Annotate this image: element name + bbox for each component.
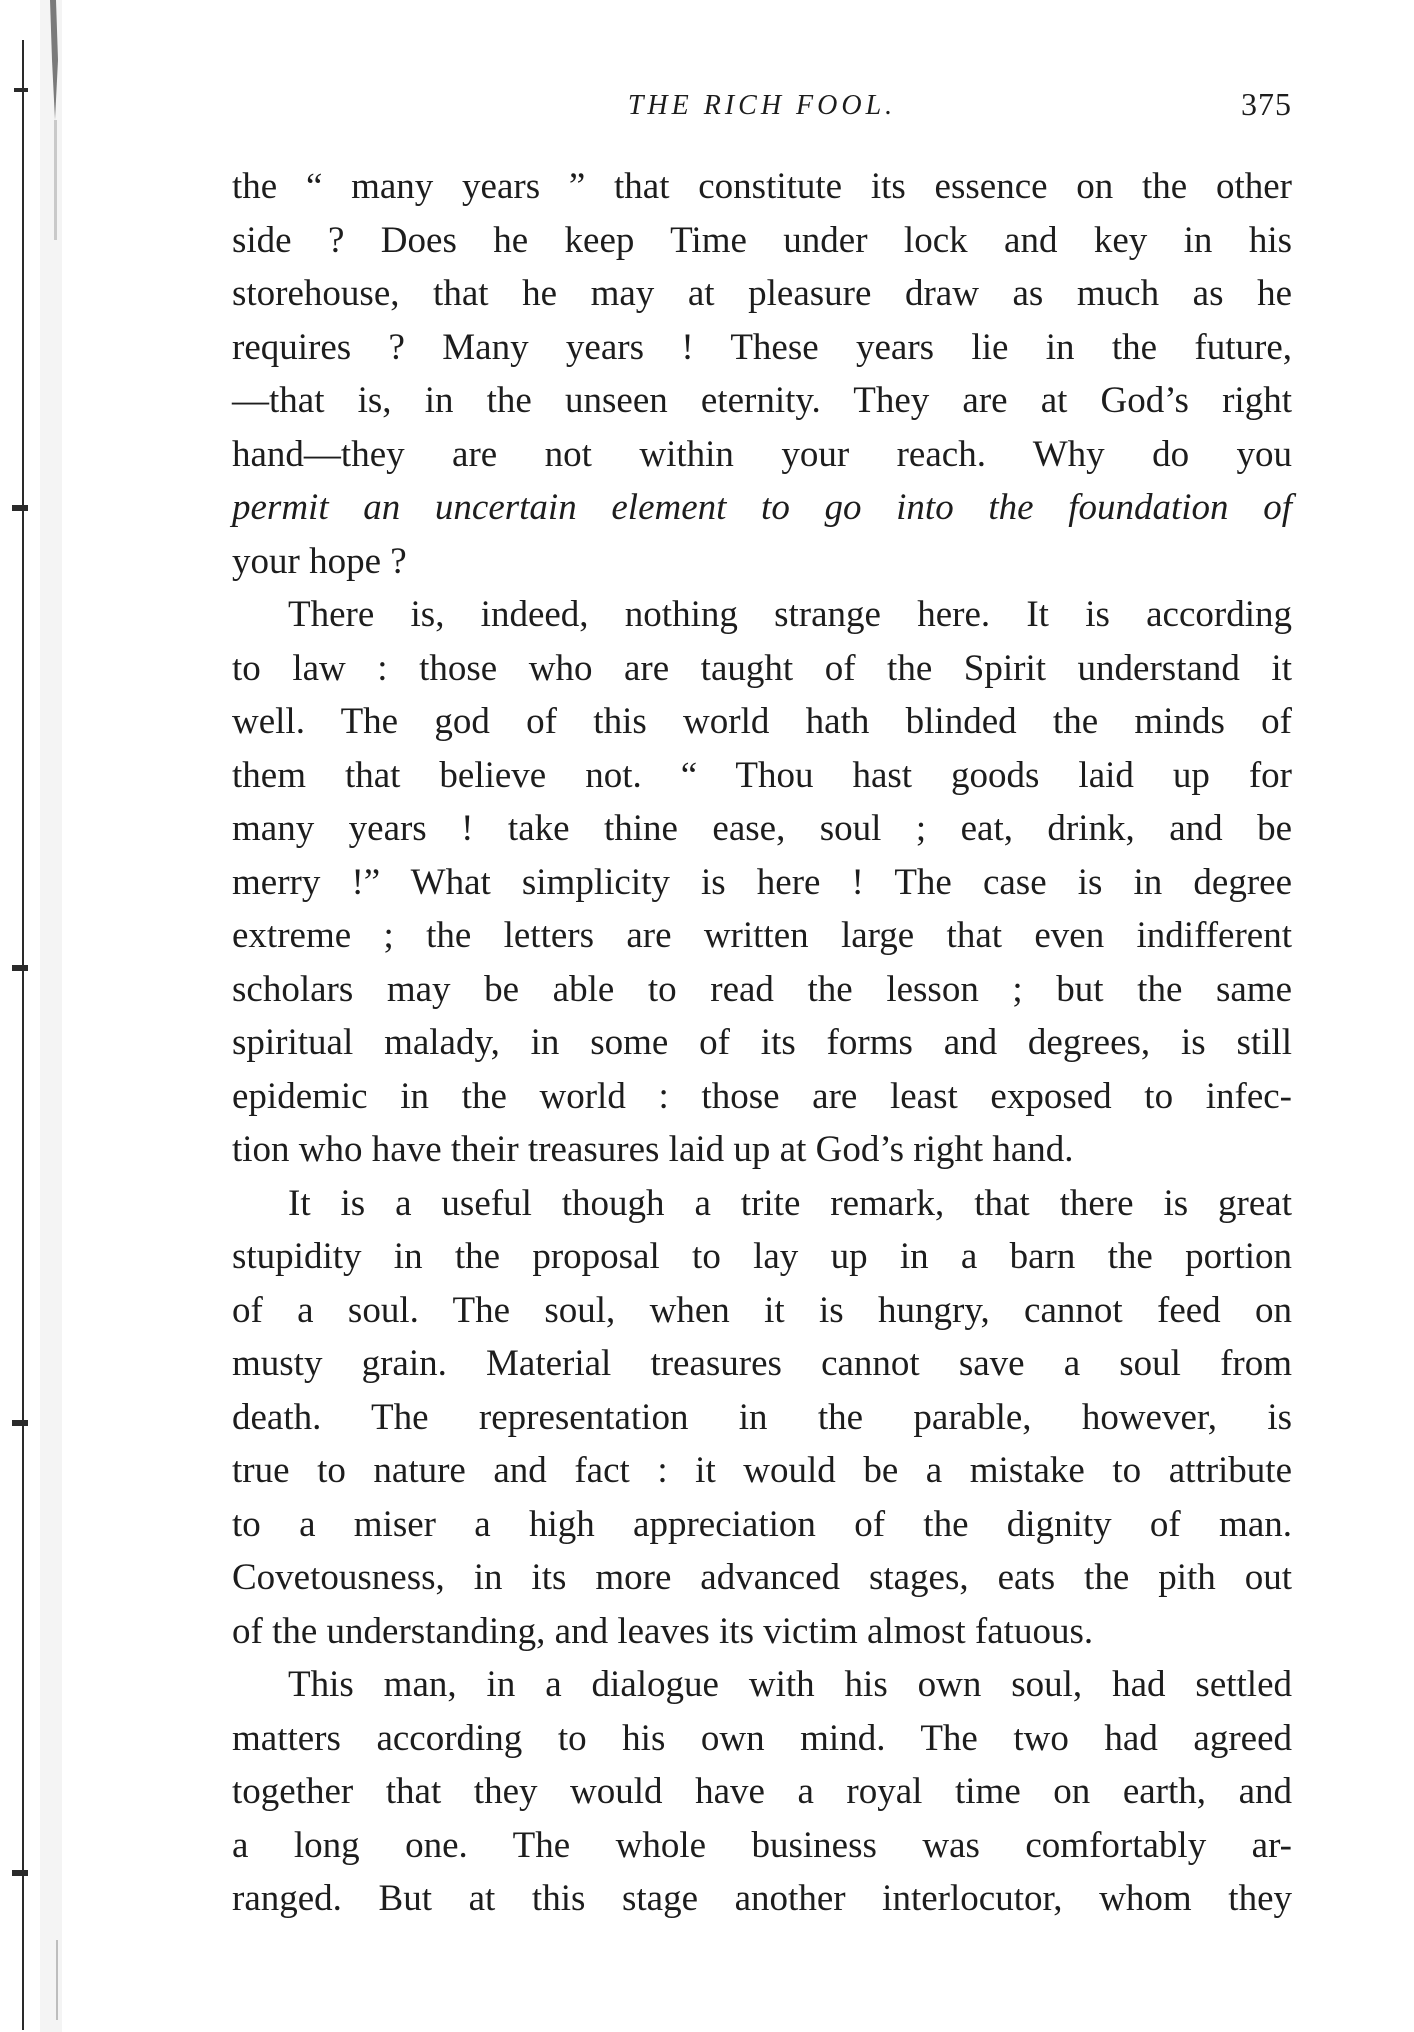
text-line: scholars may be able to read the lesson ; but the same [232,968,1292,1010]
text-line: to law : those who are taught of the Spirit understand it [232,647,1292,689]
text-line: spiritual malady, in some of its forms and degrees, is still [232,1022,1292,1063]
text-line: to a miser a high appreciation of the dignity of man. [232,1503,1292,1545]
text-line: merry !” What simplicity is here ! The case is in degree [232,861,1292,903]
text-line: death. The representation in the parable, however, is [232,1396,1292,1438]
text-line: hand—they are not within your reach. Why do you [232,433,1292,475]
text-line: There is, indeed, nothing strange here. It is according [288,594,1292,635]
text-line: requires ? Many years ! These years lie in the future, [232,326,1292,368]
text-line: matters according to his own mind. The two had agreed [232,1717,1292,1759]
text-line: extreme ; the letters are written large that even indifferent [232,915,1292,956]
chapter-title: THE RICH FOOL. [627,90,897,121]
text-line: storehouse, that he may at pleasure draw as much as he [232,273,1292,314]
page-number: 375 [1241,86,1292,122]
binding-edge [0,0,80,2032]
text-line: many years ! take thine ease, soul ; eat, drink, and be [232,808,1292,849]
text-line: your hope ? [232,540,407,582]
text-line: tion who have their treasures laid up at God’s right hand. [232,1129,1074,1170]
text-line: permit an uncertain element to go into the foundation of [232,487,1292,528]
text-line: Covetousness, in its more advanced stages, eats the pith out [232,1557,1292,1598]
text-line: —that is, in the unseen eternity. They are at God’s right [232,380,1292,421]
running-head [232,86,1292,146]
text-line: of the understanding, and leaves its victim almost fatuous. [232,1610,1094,1652]
text-line: the “ many years ” that constitute its essence on the other [232,166,1292,207]
text-line: well. The god of this world hath blinded the minds of [232,701,1292,742]
text-line: epidemic in the world : those are least exposed to infec- [232,1075,1292,1117]
text-line: This man, in a dialogue with his own soul, had settled [288,1664,1292,1705]
text-line: them that believe not. “ Thou hast goods laid up for [232,754,1292,796]
text-line: together that they would have a royal time on earth, and [232,1771,1292,1812]
text-line: It is a useful though a trite remark, that there is great [288,1182,1292,1224]
text-line: stupidity in the proposal to lay up in a barn the portion [232,1236,1292,1277]
text-line: true to nature and fact : it would be a mistake to attribute [232,1450,1292,1491]
text-line: musty grain. Material treasures cannot save a soul from [232,1343,1292,1384]
text-line: a long one. The whole business was comfortably ar- [232,1824,1292,1866]
body-text [232,160,1292,1926]
text-line: of a soul. The soul, when it is hungry, cannot feed on [232,1289,1292,1331]
text-line: ranged. But at this stage another interlocutor, whom they [232,1878,1292,1919]
text-line: side ? Does he keep Time under lock and key in his [232,219,1292,261]
